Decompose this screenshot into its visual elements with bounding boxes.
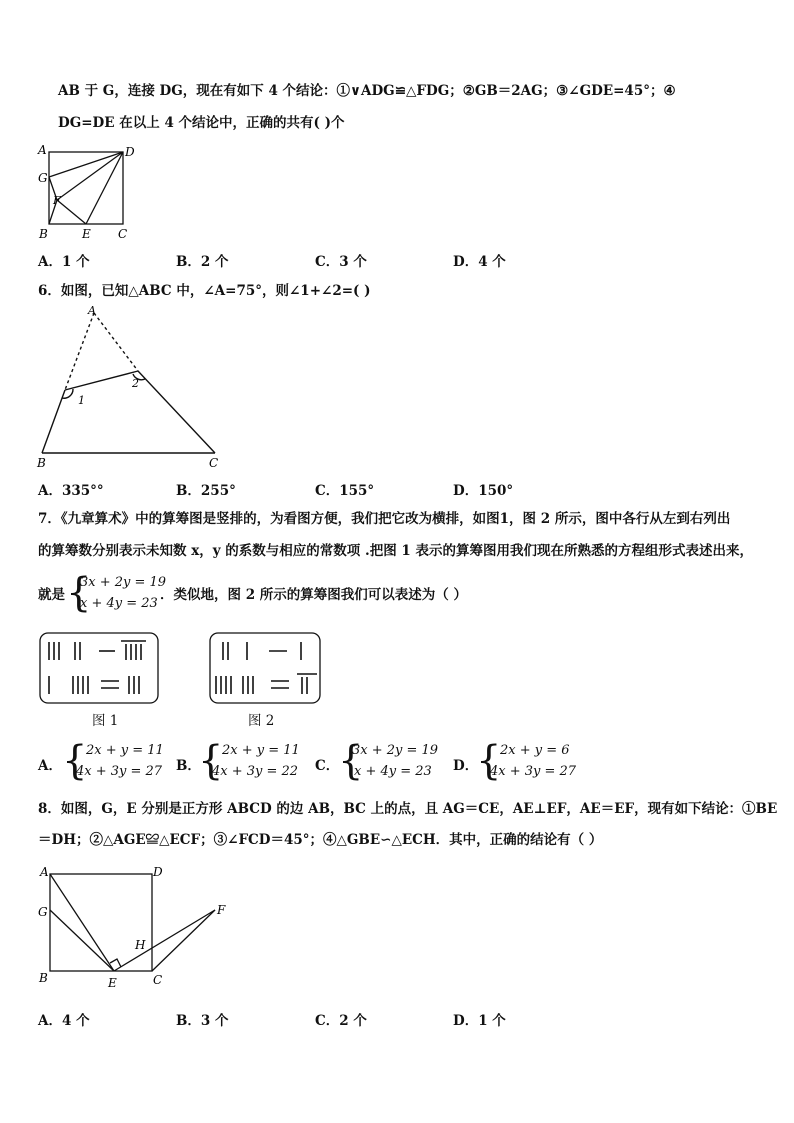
q8-label-c: C: [153, 973, 163, 987]
q7-counting-rod-figures: [35, 628, 325, 733]
q8-text-line2: ＝DH；②△AGE≌△ECF；③∠FCD＝45°；④△GBE∽△ECH．其中，正确的结论有（ ）: [38, 832, 603, 848]
q5-figure-square: [35, 140, 135, 240]
q6-label-b: B: [37, 456, 46, 470]
q5-text-line1: AB 于 G，连接 DG，现在有如下 4 个结论：①∨ADG≌△FDG；②GB＝2AG；③∠GDE=45°；④: [58, 83, 676, 99]
q5-option-d[interactable]: D．4 个: [453, 254, 506, 270]
q7-fig2-caption: 图 2: [248, 713, 275, 729]
q6-figure-triangle: [33, 305, 233, 470]
q7-option-c-system[interactable]: [352, 740, 438, 782]
q8-label-f: F: [217, 903, 226, 917]
q8-label-b: B: [39, 971, 48, 985]
q7-option-a-eq1: 2x + y = 11: [86, 743, 164, 758]
q6-option-a[interactable]: A．335°°: [38, 483, 104, 499]
q8-label-g: G: [38, 905, 48, 919]
q6-option-c[interactable]: C．155°: [315, 483, 375, 499]
q5-label-c: C: [118, 227, 128, 241]
q6-label-a: A: [88, 304, 96, 317]
q7-option-a-label[interactable]: A．: [38, 758, 62, 774]
q7-text-line2: 的算筹数分别表示未知数 x，y 的系数与相应的常数项 .把图 1 表示的算筹图用我们现在所熟悉的方程组形式表述出来，: [38, 543, 753, 559]
q6-option-d[interactable]: D．150°: [453, 483, 514, 499]
q7-option-d-label[interactable]: D．: [453, 758, 479, 774]
q7-option-c-label[interactable]: C．: [315, 758, 340, 774]
q7-option-b-eq2: 4x + 3y = 22: [212, 764, 299, 779]
q8-option-c[interactable]: C．2 个: [315, 1013, 367, 1029]
q7-text-line1: 7．《九章算术》中的算筹图是竖排的，为看图方便，我们把它改为横排，如图1，图 2 所示，图中各行从左到右列出: [38, 511, 731, 527]
q7-option-d-brace: {: [476, 738, 502, 784]
q5-option-a[interactable]: A．1 个: [38, 254, 90, 270]
q7-fig1-caption: 图 1: [92, 713, 119, 729]
q7-option-c-eq2: x + 4y = 23: [354, 764, 432, 779]
q5-option-c[interactable]: C．3 个: [315, 254, 367, 270]
q7-main-eq1: 3x + 2y = 19: [80, 575, 167, 590]
q8-label-e: E: [108, 976, 117, 990]
q8-label-a: A: [40, 865, 49, 879]
q5-text-line2: DG=DE 在以上 4 个结论中，正确的共有( )个: [58, 115, 345, 131]
q7-option-c-brace: {: [338, 738, 364, 784]
q7-option-a-brace: {: [62, 738, 88, 784]
q8-option-a[interactable]: A．4 个: [38, 1013, 90, 1029]
q8-option-d[interactable]: D．1 个: [453, 1013, 506, 1029]
q6-option-b[interactable]: B．255°: [176, 483, 236, 499]
q5-label-f: F: [53, 194, 61, 207]
q8-label-h: H: [135, 938, 146, 952]
q8-figure-square: [35, 862, 245, 992]
q7-option-b-eq1: 2x + y = 11: [222, 743, 300, 758]
q5-label-a: A: [38, 143, 47, 157]
q7-text-line3-prefix: 就是: [38, 587, 65, 603]
q7-option-b-brace: {: [198, 738, 224, 784]
q7-option-d-eq2: 4x + 3y = 27: [490, 764, 577, 779]
q6-label-1: 1: [78, 394, 85, 407]
q6-stem: 6．如图，已知△ABC 中，∠A=75°，则∠1+∠2=( ): [38, 283, 371, 299]
q5-label-e: E: [82, 227, 91, 241]
q8-text-line1: 8．如图，G，E 分别是正方形 ABCD 的边 AB，BC 上的点，且 AG＝CE，AE⊥EF，AE＝EF，现有如下结论：①BE: [38, 801, 778, 817]
q6-label-c: C: [209, 456, 219, 470]
q5-label-b: B: [39, 227, 48, 241]
q5-option-b[interactable]: B．2 个: [176, 254, 229, 270]
q5-label-g: G: [38, 171, 48, 185]
q7-main-eq2: x + 4y = 23: [80, 596, 158, 611]
q7-option-d-system[interactable]: [490, 740, 576, 782]
q7-main-system-brace: {: [66, 570, 92, 616]
q7-text-line3-suffix: ．类似地，图 2 所示的算筹图我们可以表述为（ ）: [160, 587, 467, 603]
q7-option-b-system[interactable]: [212, 740, 300, 782]
q7-option-d-eq1: 2x + y = 6: [500, 743, 570, 758]
q7-option-a-system[interactable]: [76, 740, 164, 782]
q5-label-d: D: [125, 145, 135, 159]
q7-option-c-eq1: 3x + 2y = 19: [352, 743, 439, 758]
q6-label-2: 2: [132, 377, 139, 390]
q8-option-b[interactable]: B．3 个: [176, 1013, 229, 1029]
q7-option-a-eq2: 4x + 3y = 27: [76, 764, 163, 779]
q8-label-d: D: [153, 865, 163, 879]
q7-option-b-label[interactable]: B．: [176, 758, 201, 774]
q7-main-system: [80, 572, 166, 614]
